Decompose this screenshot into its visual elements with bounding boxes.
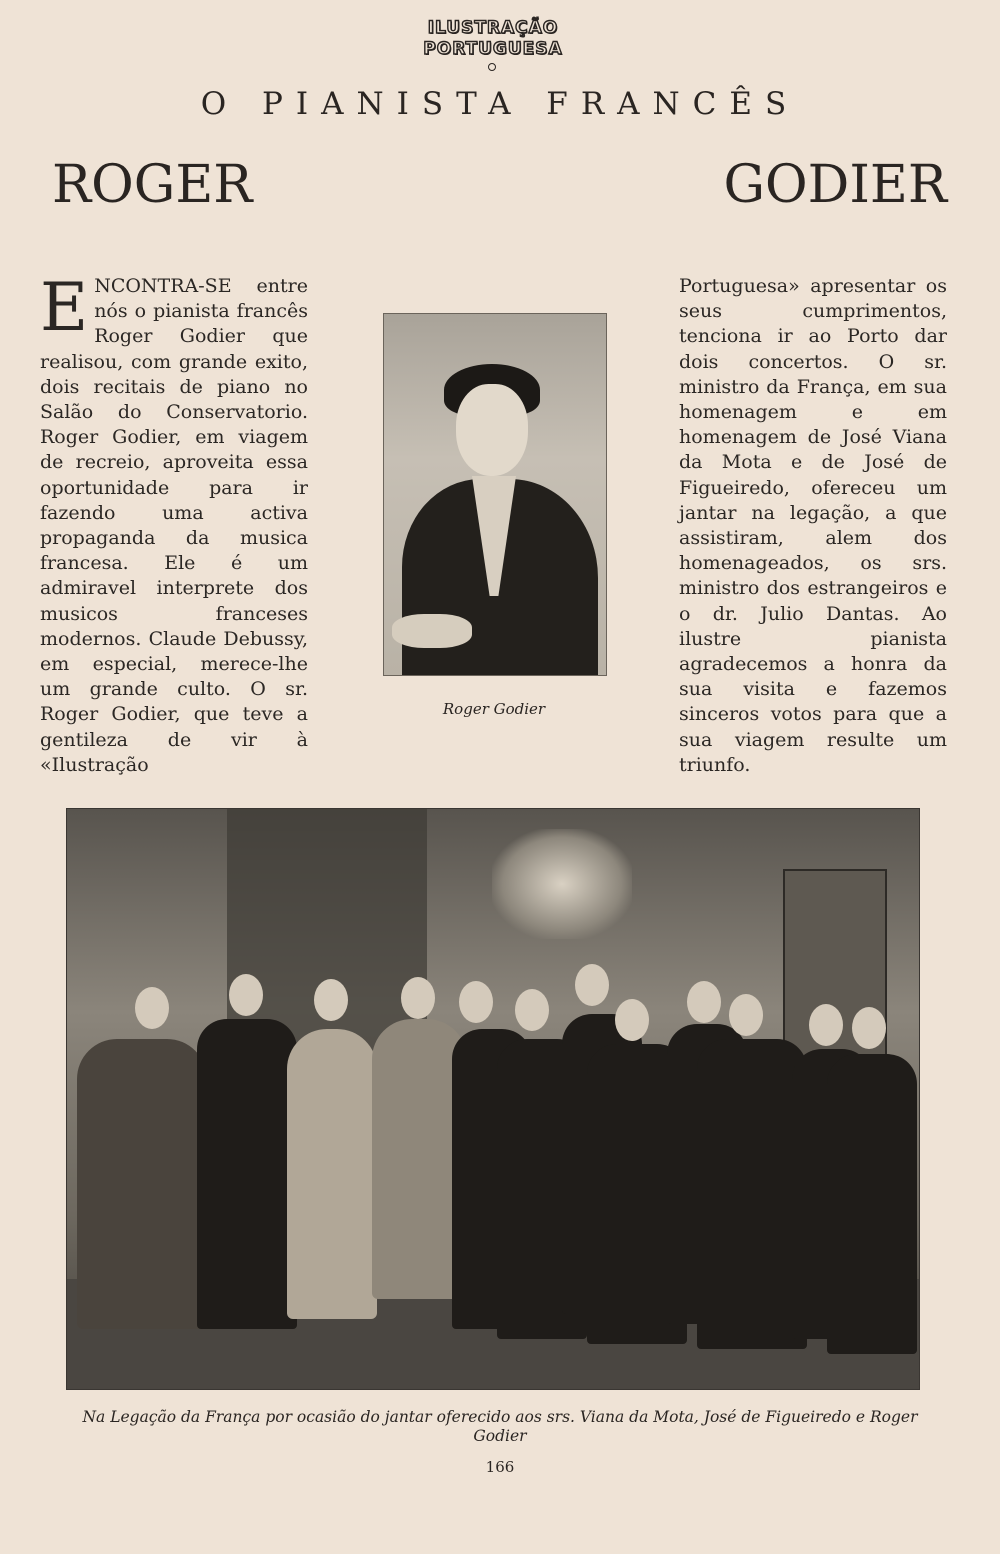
photo-figure-woman-1	[77, 1039, 207, 1329]
photo-head	[687, 981, 721, 1023]
photo-figure-man-9	[827, 1054, 917, 1354]
portrait-hand	[392, 614, 472, 648]
photo-head	[459, 981, 493, 1023]
photo-head	[615, 999, 649, 1041]
masthead-ornament-icon	[488, 63, 496, 71]
group-photo	[66, 808, 920, 1390]
page-number: 166	[485, 1458, 515, 1476]
article-headline	[52, 150, 947, 220]
masthead-logo	[422, 18, 564, 70]
photo-figure-woman-2	[287, 1029, 377, 1319]
masthead-line-2: PORTUGUESA	[423, 39, 563, 59]
left-column-text: NCONTRA-SE entre nós o pianista francês Roger Godier que realisou, com grande exito, dois recitais de piano no Salão do Conservatorio. Roger Godier, em viagem de recreio, aproveita essa oportunidade para ir fazendo uma activa propaganda da musica francesa. Ele é um admiravel interprete dos musicos franceses modernos. Claude Debussy, em especial, merece-lhe um grande culto. O sr. Roger Godier, que teve a gentileza de vir à «Ilustração	[40, 275, 308, 776]
photo-figure-man-7	[697, 1039, 807, 1349]
photo-head	[515, 989, 549, 1031]
photo-head	[729, 994, 763, 1036]
headline-word-second: GODIER	[723, 155, 947, 215]
photo-head	[314, 979, 348, 1021]
photo-head	[229, 974, 263, 1016]
photo-head	[135, 987, 169, 1029]
photo-chandelier	[492, 829, 632, 939]
photo-figure-man-1	[197, 1019, 297, 1329]
headline-word-first: ROGER	[52, 155, 253, 215]
photo-head	[575, 964, 609, 1006]
portrait-caption: Roger Godier	[442, 700, 546, 718]
article-kicker: O PIANISTA FRANCÊS	[200, 86, 800, 122]
photo-head	[809, 1004, 843, 1046]
portrait-face	[456, 384, 528, 476]
masthead-line-1: ILUSTRAÇÃO	[427, 18, 559, 38]
right-column-text: Portuguesa» apresentar os seus cumprimentos, tenciona ir ao Porto dar dois concertos. O sr. ministro da França, em sua homenagem e em homenagem de José Viana da Mota e de José de Figueiredo, ofereceu um jantar na legação, a que assistiram, alem dos homenageados, os srs. ministro dos estrangeiros e o dr. Julio Dantas. Ao ilustre pianista agradecemos a honra da sua visita e fazemos sinceros votos para que a sua viagem resulte um triunfo.	[679, 275, 947, 776]
portrait-photo	[383, 313, 607, 676]
article-text-right-column	[679, 274, 947, 778]
photo-head	[401, 977, 435, 1019]
drop-cap: E	[40, 269, 89, 346]
article-text-left-column	[40, 269, 308, 778]
group-photo-caption: Na Legação da França por ocasião do jantar oferecido aos srs. Viana da Mota, José de Figueiredo e Roger Godier	[82, 1408, 918, 1445]
photo-head	[852, 1007, 886, 1049]
